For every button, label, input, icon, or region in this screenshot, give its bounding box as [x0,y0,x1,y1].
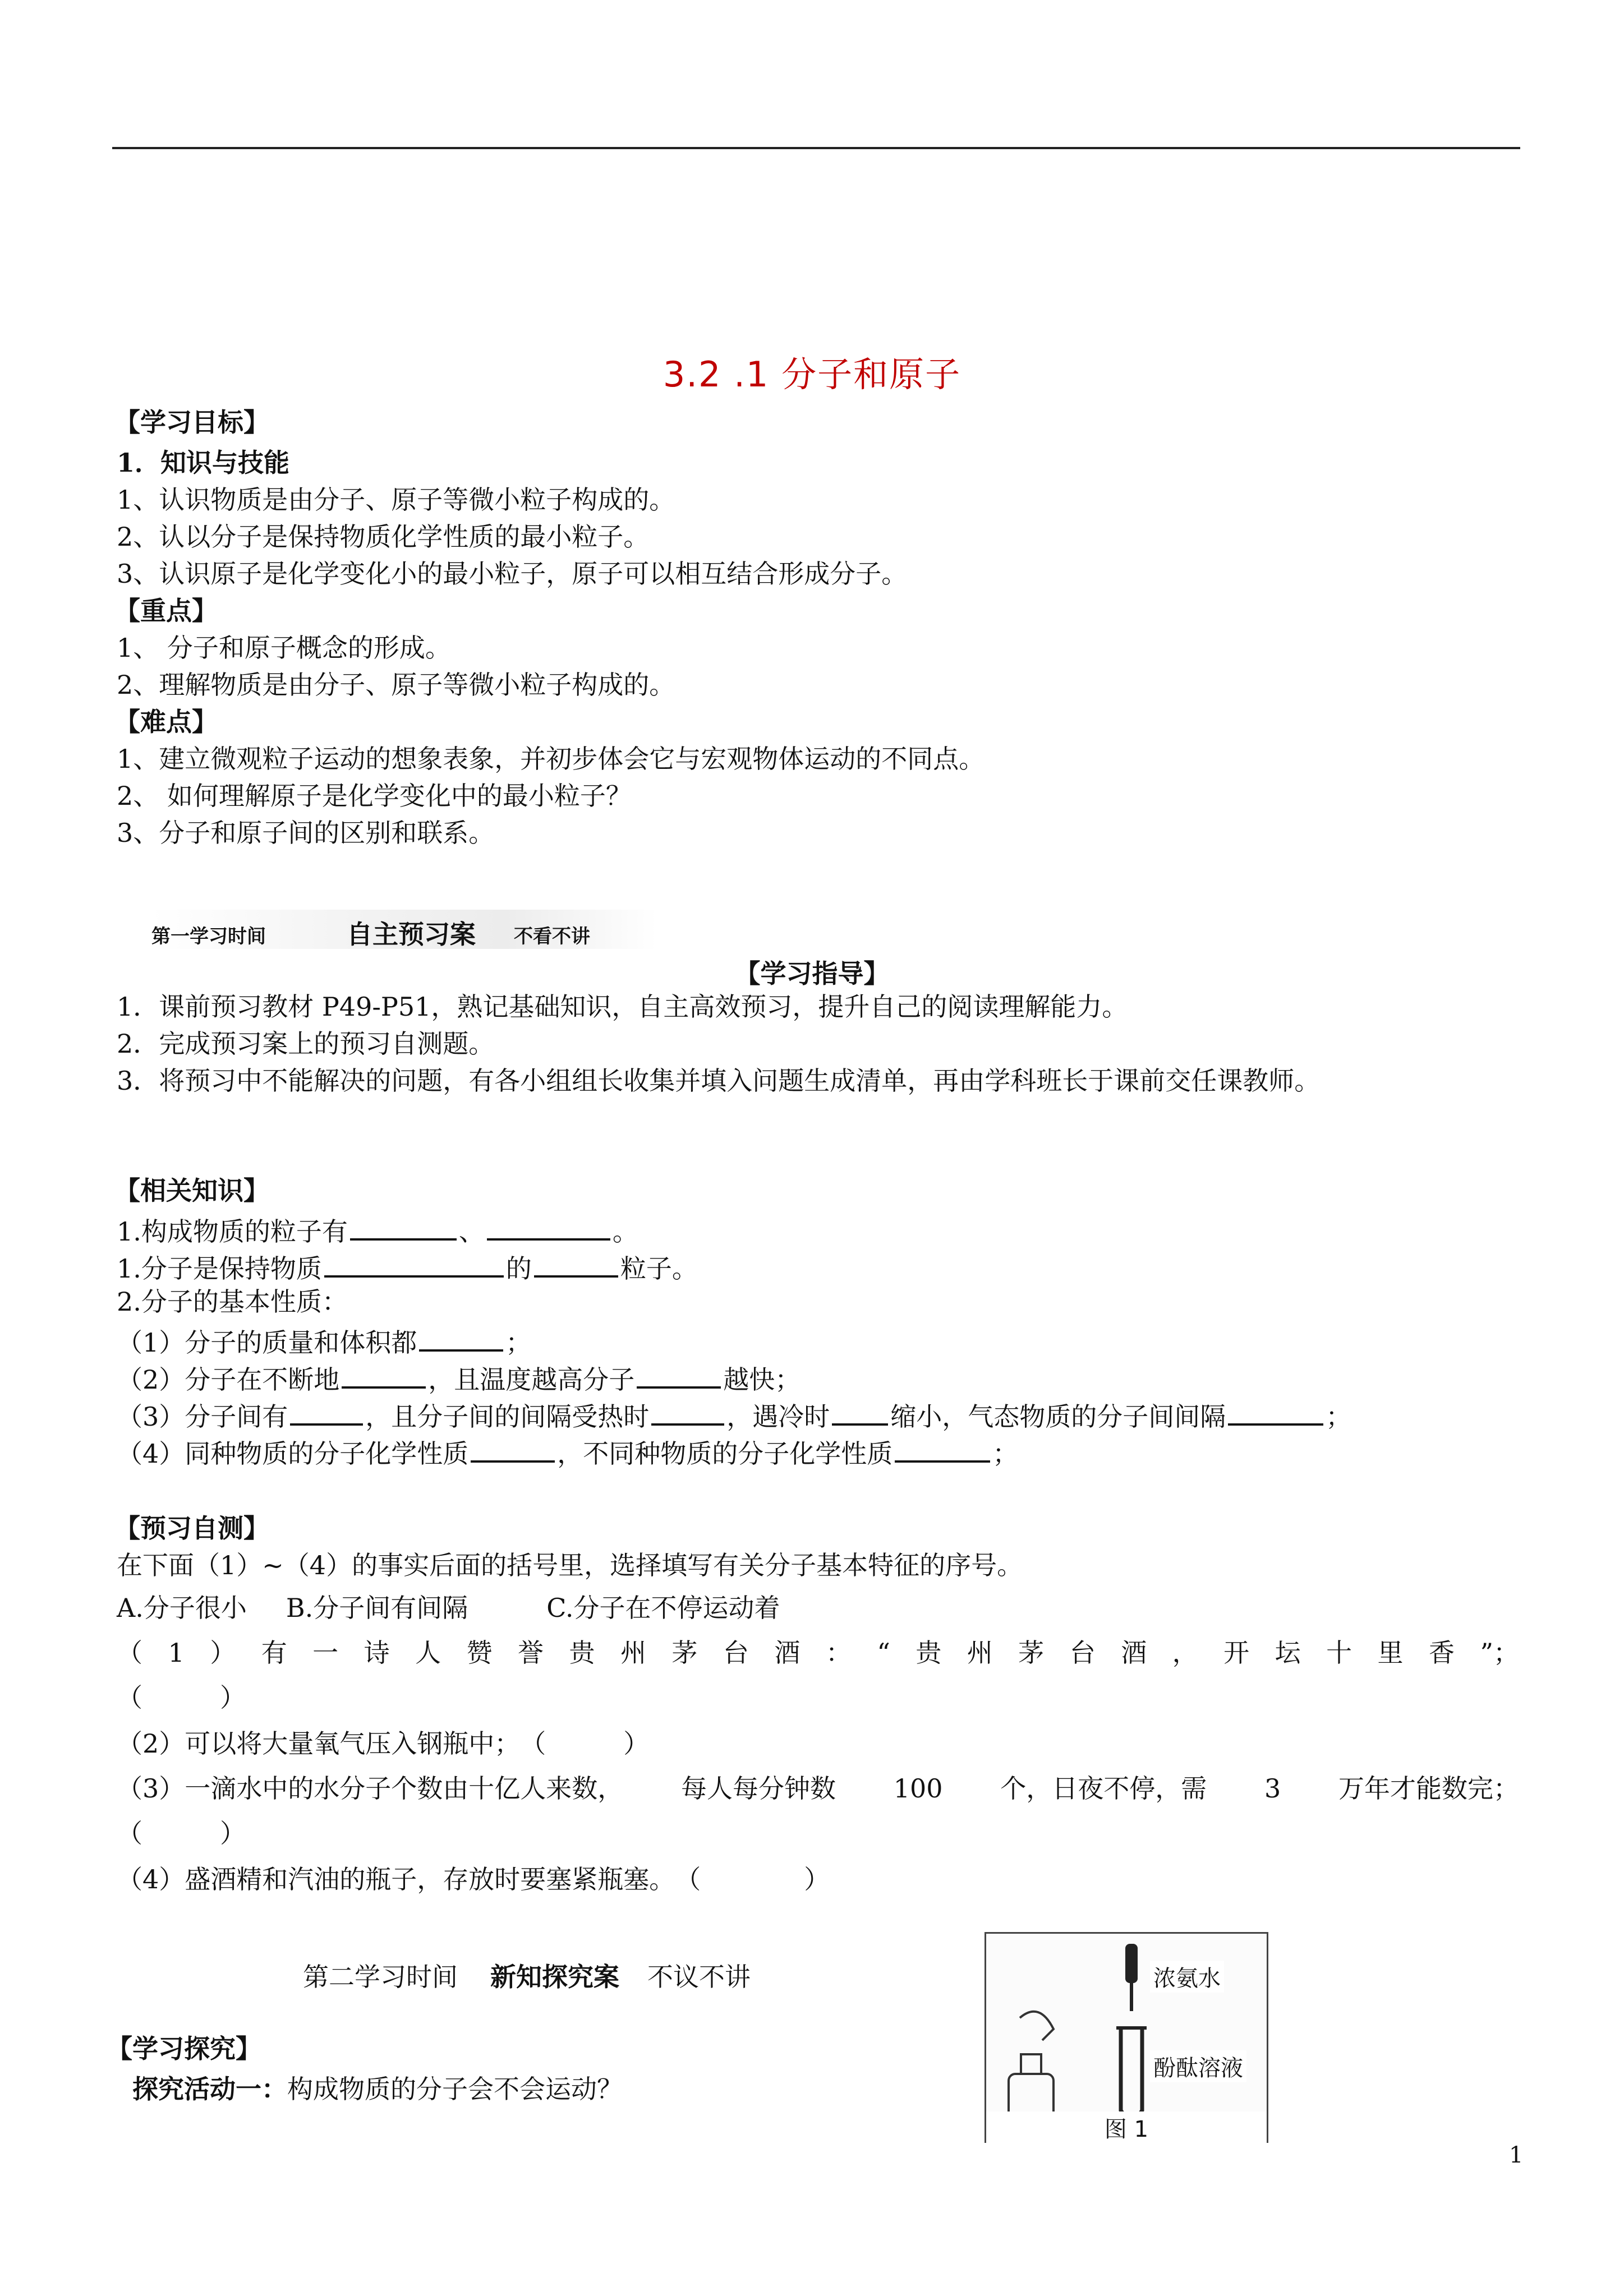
option-a: A.分子很小 [117,1593,247,1623]
fill-blank[interactable] [350,1211,457,1241]
related-line-4: （1）分子的质量和体积都 ； [117,1322,531,1359]
option-c: C.分子在不停运动着 [546,1593,780,1623]
banner1-motto: 不看不讲 [514,925,590,948]
header-rule [112,147,1520,149]
section-banner-1 [151,910,656,949]
objective-item: 3、认识原子是化学变化小的最小粒子，原子可以相互结合形成分子。 [117,559,908,589]
difficulties-heading: 【难点】 [114,707,218,737]
related-line-7: （4）同种物质的分子化学性质 ，不同种物质的分子化学性质 ； [117,1433,1018,1470]
fill-blank[interactable] [534,1248,618,1278]
page-title: 3.2 .1 分子和原子 [663,354,961,395]
selftest-intro: 在下面（1）~（4）的事实后面的括号里，选择填写有关分子基本特征的序号。 [117,1550,1023,1580]
difficulty-item: 2、 如何理解原子是化学变化中的最小粒子？ [117,781,632,811]
label-ammonia: 浓氨水 [1150,1961,1224,1993]
guidance-item: 1．课前预习教材 P49-P51，熟记基础知识，自主高效预习，提升自己的阅读理解能力。 [117,992,1128,1022]
guidance-item: 2．完成预习案上的预习自测题。 [117,1029,495,1059]
difficulty-item: 3、分子和原子间的区别和联系。 [117,818,495,848]
label-phenolphthalein: 酚酞溶液 [1150,2050,1246,2082]
fill-blank[interactable] [651,1396,724,1426]
fill-blank[interactable] [637,1359,721,1389]
difficulty-item: 1、建立微观粒子运动的想象表象，并初步体会它与宏观物体运动的不同点。 [117,744,985,774]
key-points-heading: 【重点】 [114,596,218,626]
selftest-heading: 【预习自测】 [114,1513,269,1543]
selftest-q4: （4）盛酒精和汽油的瓶子，存放时要塞紧瓶塞。 （ ） [117,1864,830,1894]
experiment-figure [984,1932,1268,2143]
related-line-5: （2）分子在不断地 ，且温度越高分子 越快； [117,1359,801,1396]
banner1-title: 自主预习案 [347,919,476,949]
related-heading: 【相关知识】 [114,1175,269,1206]
answer-paren[interactable]: （ ） [117,1682,246,1713]
selftest-q2: （2）可以将大量氧气压入钢瓶中； （ ） [117,1728,650,1759]
fill-blank[interactable] [419,1322,503,1352]
fill-blank[interactable] [832,1396,888,1426]
banner1-period: 第一学习时间 [151,925,266,948]
fill-blank[interactable] [1228,1396,1323,1426]
explore-activity: 探究活动一：构成物质的分子会不会运动？ [132,2074,623,2104]
banner2-period: 第二学习时间 [303,1962,458,1992]
selftest-q1: （ 1 ） 有 一 诗 人 赞 誉 贵 州 茅 台 酒 ： “ 贵 州 茅 台 酒 ， 开 坛 十 里 香 ”； [117,1638,1519,1668]
fill-blank[interactable] [324,1248,504,1278]
guidance-item: 3．将预习中不能解决的问题，有各小组组长收集并填入问题生成清单，再由学科班长于课前交任课教师。 [117,1066,1321,1096]
key-point-item: 1、 分子和原子概念的形成。 [117,633,451,663]
fill-blank[interactable] [895,1433,990,1463]
fill-blank[interactable] [342,1359,426,1389]
selftest-options [117,1592,780,1624]
apparatus-illustration [986,1934,1267,2141]
figure-caption: 图 1 [986,2111,1267,2143]
fill-blank[interactable] [487,1211,610,1241]
option-b: B.分子间有间隔 [286,1593,468,1623]
guidance-heading: 【学习指导】 [734,958,890,989]
related-line-6: （3）分子间有 ，且分子间的间隔受热时 ，遇冷时 缩小，气态物质的分子间间隔 ； [117,1396,1351,1433]
objective-item: 2、认以分子是保持物质化学性质的最小粒子。 [117,522,650,552]
page-number: 1 [1509,2142,1524,2168]
banner2-title: 新知探究案 [490,1962,619,1992]
banner2-motto: 不议不讲 [647,1962,751,1992]
related-line-1: 1.构成物质的粒子有 、 。 [117,1211,638,1248]
explore-heading: 【学习探究】 [107,2034,261,2064]
fill-blank[interactable] [471,1433,555,1463]
fill-blank[interactable] [290,1396,363,1426]
objective-item: 1、认识物质是由分子、原子等微小粒子构成的。 [117,485,675,515]
objectives-subheading: 1．知识与技能 [117,448,290,478]
selftest-q3: （3）一滴水中的水分子个数由十亿人来数， 每人每分钟数 100 个，日夜不停，需 3 万年才能数完； [117,1773,1519,1804]
objectives-heading: 【学习目标】 [114,407,269,437]
key-point-item: 2、理解物质是由分子、原子等微小粒子构成的。 [117,670,675,700]
related-line-3: 2.分子的基本性质： [117,1287,348,1317]
related-line-2: 1.分子是保持物质 的 粒子。 [117,1248,698,1285]
answer-paren[interactable]: （ ） [117,1818,246,1848]
section-banner-2 [303,1961,751,1993]
